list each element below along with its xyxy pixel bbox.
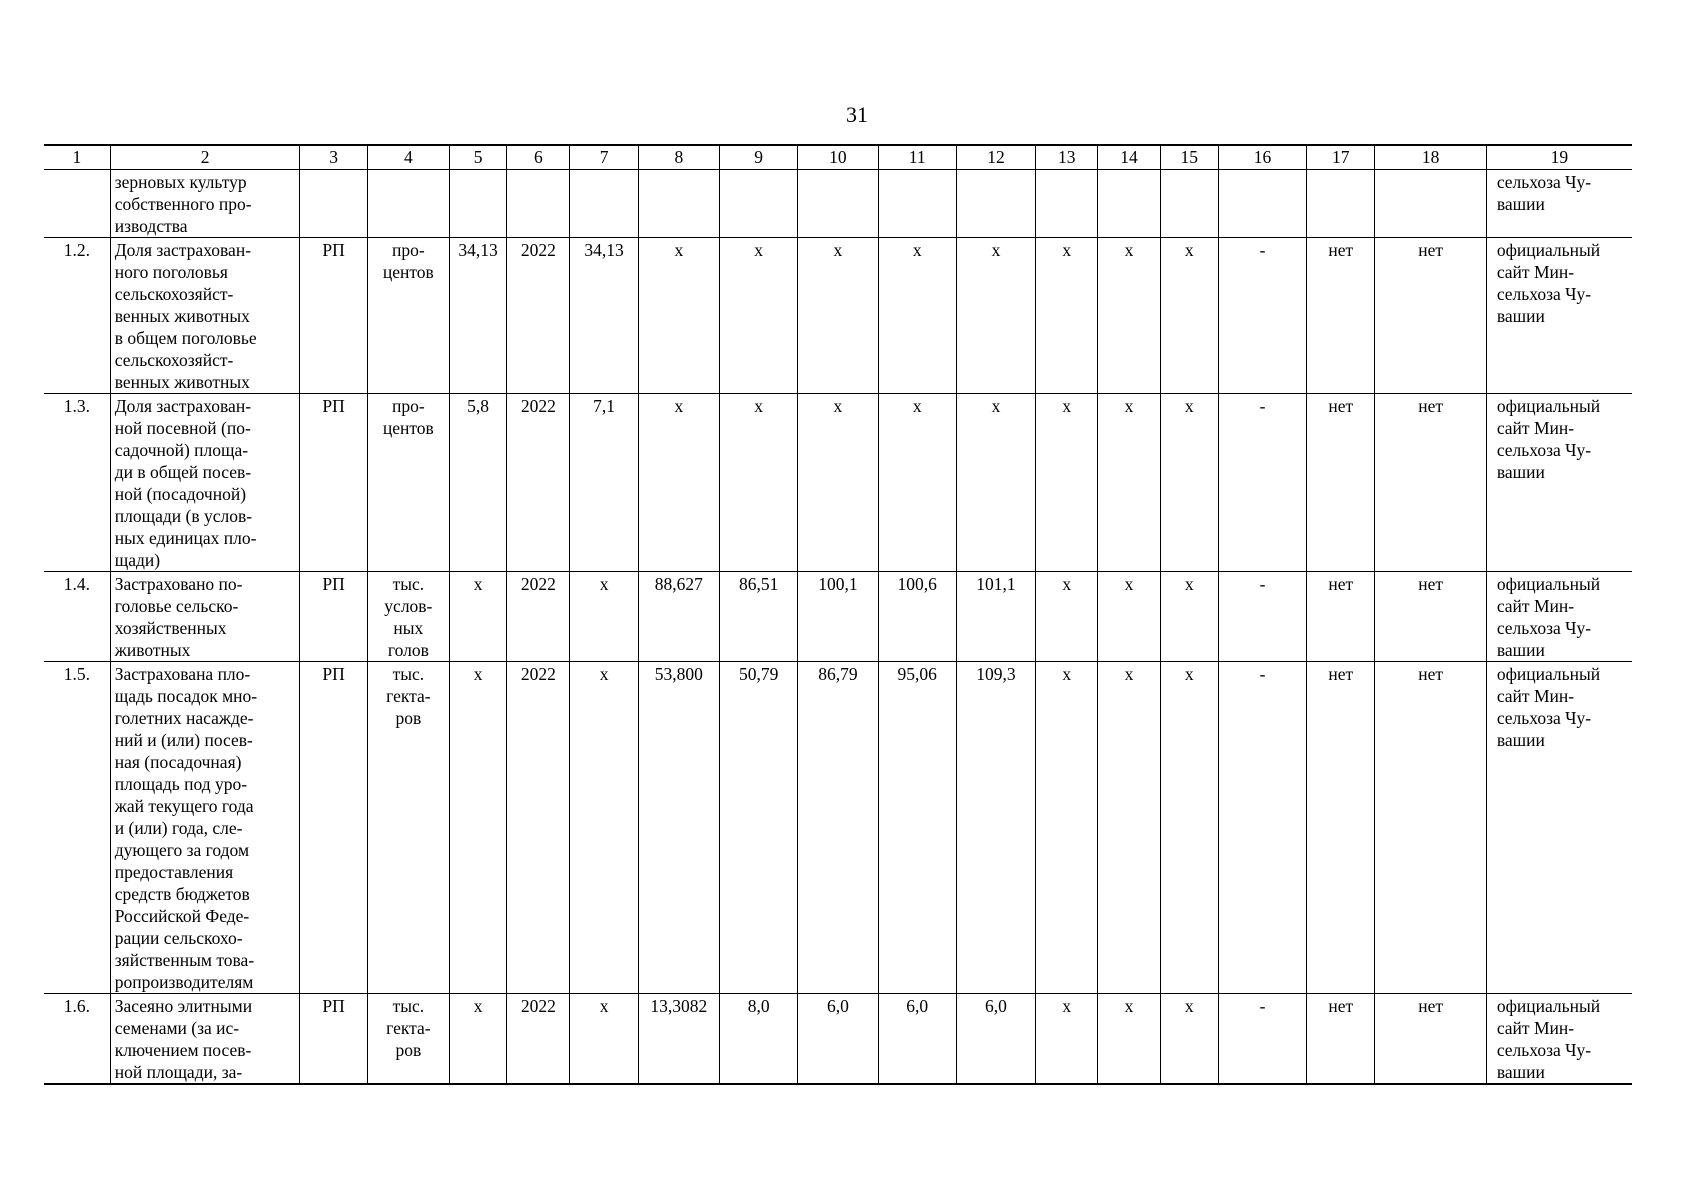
value-cell: x	[1160, 238, 1218, 394]
value-cell	[1098, 170, 1160, 238]
level-cell: РП	[300, 238, 367, 394]
value-cell: -	[1218, 572, 1306, 662]
column-header: 6	[507, 145, 570, 170]
value-cell: 6,0	[956, 994, 1035, 1085]
value-cell	[798, 170, 878, 238]
value-cell: x	[1036, 572, 1098, 662]
level-cell: РП	[300, 394, 367, 572]
value-cell	[638, 170, 719, 238]
value-cell: 8,0	[719, 994, 797, 1085]
value-cell: 88,627	[638, 572, 719, 662]
base-value-cell: x	[450, 994, 507, 1085]
base-year-cell	[507, 170, 570, 238]
flag-cell: нет	[1307, 238, 1375, 394]
column-header: 7	[570, 145, 638, 170]
value-cell	[1036, 170, 1098, 238]
base-year-cell: 2022	[507, 994, 570, 1085]
column-header: 13	[1036, 145, 1098, 170]
value-cell: 50,79	[719, 662, 797, 994]
value-cell: x	[956, 238, 1035, 394]
flag-cell: нет	[1375, 394, 1486, 572]
value-cell	[956, 170, 1035, 238]
flag-cell	[1375, 170, 1486, 238]
value-cell: -	[1218, 394, 1306, 572]
value-cell: x	[719, 394, 797, 572]
value-cell: x	[798, 394, 878, 572]
flag-cell: нет	[1375, 994, 1486, 1085]
value-cell: 95,06	[878, 662, 956, 994]
base-year-cell: 2022	[507, 662, 570, 994]
flag-cell: нет	[1375, 238, 1486, 394]
row-number-cell	[44, 170, 110, 238]
source-cell: официальный сайт Мин- сельхоза Чу- вашии	[1486, 238, 1632, 394]
value-cell: 100,6	[878, 572, 956, 662]
unit-cell	[367, 170, 449, 238]
base-value-cell: x	[450, 662, 507, 994]
column-header: 3	[300, 145, 367, 170]
value-cell: x	[1036, 238, 1098, 394]
table-body	[44, 170, 1632, 1085]
value-cell: x	[638, 238, 719, 394]
unit-cell: про- центов	[367, 238, 449, 394]
value-cell	[1160, 170, 1218, 238]
table-row	[44, 170, 1632, 238]
base-year-cell: 2022	[507, 572, 570, 662]
flag-cell: нет	[1307, 572, 1375, 662]
value-cell	[570, 170, 638, 238]
value-cell: x	[1098, 238, 1160, 394]
table-row	[44, 994, 1632, 1085]
value-cell: 109,3	[956, 662, 1035, 994]
column-header: 5	[450, 145, 507, 170]
table-header-row	[44, 145, 1632, 170]
indicator-name-cell: Доля застрахован- ной посевной (по- садочной) площа- ди в общей посев- ной (посадочной) площади (в услов- ных единицах пло- щади)	[110, 394, 300, 572]
column-header: 11	[878, 145, 956, 170]
column-header: 14	[1098, 145, 1160, 170]
source-cell: официальный сайт Мин- сельхоза Чу- вашии	[1486, 662, 1632, 994]
flag-cell: нет	[1307, 662, 1375, 994]
flag-cell: нет	[1375, 662, 1486, 994]
source-cell: официальный сайт Мин- сельхоза Чу- вашии	[1486, 394, 1632, 572]
value-cell: x	[1098, 994, 1160, 1085]
row-number-cell: 1.2.	[44, 238, 110, 394]
value-cell: 100,1	[798, 572, 878, 662]
column-header: 4	[367, 145, 449, 170]
table-row	[44, 572, 1632, 662]
level-cell	[300, 170, 367, 238]
value-cell	[878, 170, 956, 238]
value-cell: x	[638, 394, 719, 572]
indicator-name-cell: зерновых культур собственного про- изводства	[110, 170, 300, 238]
value-cell: 101,1	[956, 572, 1035, 662]
column-header: 8	[638, 145, 719, 170]
column-header: 1	[44, 145, 110, 170]
table-row	[44, 662, 1632, 994]
value-cell: 13,3082	[638, 994, 719, 1085]
value-cell: x	[1098, 394, 1160, 572]
value-cell: x	[1098, 572, 1160, 662]
value-cell: 6,0	[798, 994, 878, 1085]
value-cell: -	[1218, 994, 1306, 1085]
row-number-cell: 1.3.	[44, 394, 110, 572]
page-number: 31	[846, 102, 868, 127]
column-header: 9	[719, 145, 797, 170]
base-year-cell: 2022	[507, 238, 570, 394]
value-cell: x	[570, 572, 638, 662]
column-header: 2	[110, 145, 300, 170]
base-value-cell: 34,13	[450, 238, 507, 394]
value-cell: -	[1218, 662, 1306, 994]
value-cell: x	[1160, 994, 1218, 1085]
base-value-cell	[450, 170, 507, 238]
value-cell: 7,1	[570, 394, 638, 572]
column-header: 18	[1375, 145, 1486, 170]
indicator-name-cell: Засеяно элитными семенами (за ис- ключением посев- ной площади, за-	[110, 994, 300, 1085]
row-number-cell: 1.4.	[44, 572, 110, 662]
unit-cell: тыс. услов- ных голов	[367, 572, 449, 662]
flag-cell	[1307, 170, 1375, 238]
indicator-name-cell: Застраховано по- головье сельско- хозяйственных животных	[110, 572, 300, 662]
table-row	[44, 394, 1632, 572]
column-header: 15	[1160, 145, 1218, 170]
unit-cell: про- центов	[367, 394, 449, 572]
value-cell: x	[878, 238, 956, 394]
row-number-cell: 1.5.	[44, 662, 110, 994]
value-cell: x	[1036, 662, 1098, 994]
value-cell	[719, 170, 797, 238]
unit-cell: тыс. гекта- ров	[367, 994, 449, 1085]
table-row	[44, 238, 1632, 394]
source-cell: сельхоза Чу- вашии	[1486, 170, 1632, 238]
value-cell: x	[1098, 662, 1160, 994]
value-cell: x	[798, 238, 878, 394]
column-header: 17	[1307, 145, 1375, 170]
value-cell: x	[1036, 394, 1098, 572]
indicator-name-cell: Застрахована пло- щадь посадок мно- голетних насажде- ний и (или) посев- ная (посадочная) площадь под уро- жай текущего года и (или) года, сле- дующего за годом предоставления средств бюджетов Российской Феде- рации сельскохо- зяйственным това- ропроизводителям	[110, 662, 300, 994]
value-cell: 6,0	[878, 994, 956, 1085]
column-header: 16	[1218, 145, 1306, 170]
value-cell: x	[719, 238, 797, 394]
value-cell: x	[1160, 572, 1218, 662]
flag-cell: нет	[1307, 394, 1375, 572]
base-year-cell: 2022	[507, 394, 570, 572]
indicators-table	[44, 144, 1632, 1085]
source-cell: официальный сайт Мин- сельхоза Чу- вашии	[1486, 994, 1632, 1085]
column-header: 12	[956, 145, 1035, 170]
level-cell: РП	[300, 572, 367, 662]
value-cell: -	[1218, 238, 1306, 394]
unit-cell: тыс. гекта- ров	[367, 662, 449, 994]
value-cell: x	[570, 994, 638, 1085]
base-value-cell: x	[450, 572, 507, 662]
value-cell: 86,51	[719, 572, 797, 662]
value-cell: x	[956, 394, 1035, 572]
value-cell: x	[1160, 394, 1218, 572]
value-cell: 53,800	[638, 662, 719, 994]
column-header: 19	[1486, 145, 1632, 170]
base-value-cell: 5,8	[450, 394, 507, 572]
value-cell: x	[1160, 662, 1218, 994]
flag-cell: нет	[1307, 994, 1375, 1085]
flag-cell: нет	[1375, 572, 1486, 662]
row-number-cell: 1.6.	[44, 994, 110, 1085]
value-cell: x	[1036, 994, 1098, 1085]
level-cell: РП	[300, 662, 367, 994]
indicator-name-cell: Доля застрахован- ного поголовья сельскохозяйст- венных животных в общем поголовье сельскохозяйст- венных животных	[110, 238, 300, 394]
source-cell: официальный сайт Мин- сельхоза Чу- вашии	[1486, 572, 1632, 662]
value-cell: 34,13	[570, 238, 638, 394]
value-cell: x	[878, 394, 956, 572]
value-cell	[1218, 170, 1306, 238]
column-header: 10	[798, 145, 878, 170]
value-cell: x	[570, 662, 638, 994]
value-cell: 86,79	[798, 662, 878, 994]
level-cell: РП	[300, 994, 367, 1085]
